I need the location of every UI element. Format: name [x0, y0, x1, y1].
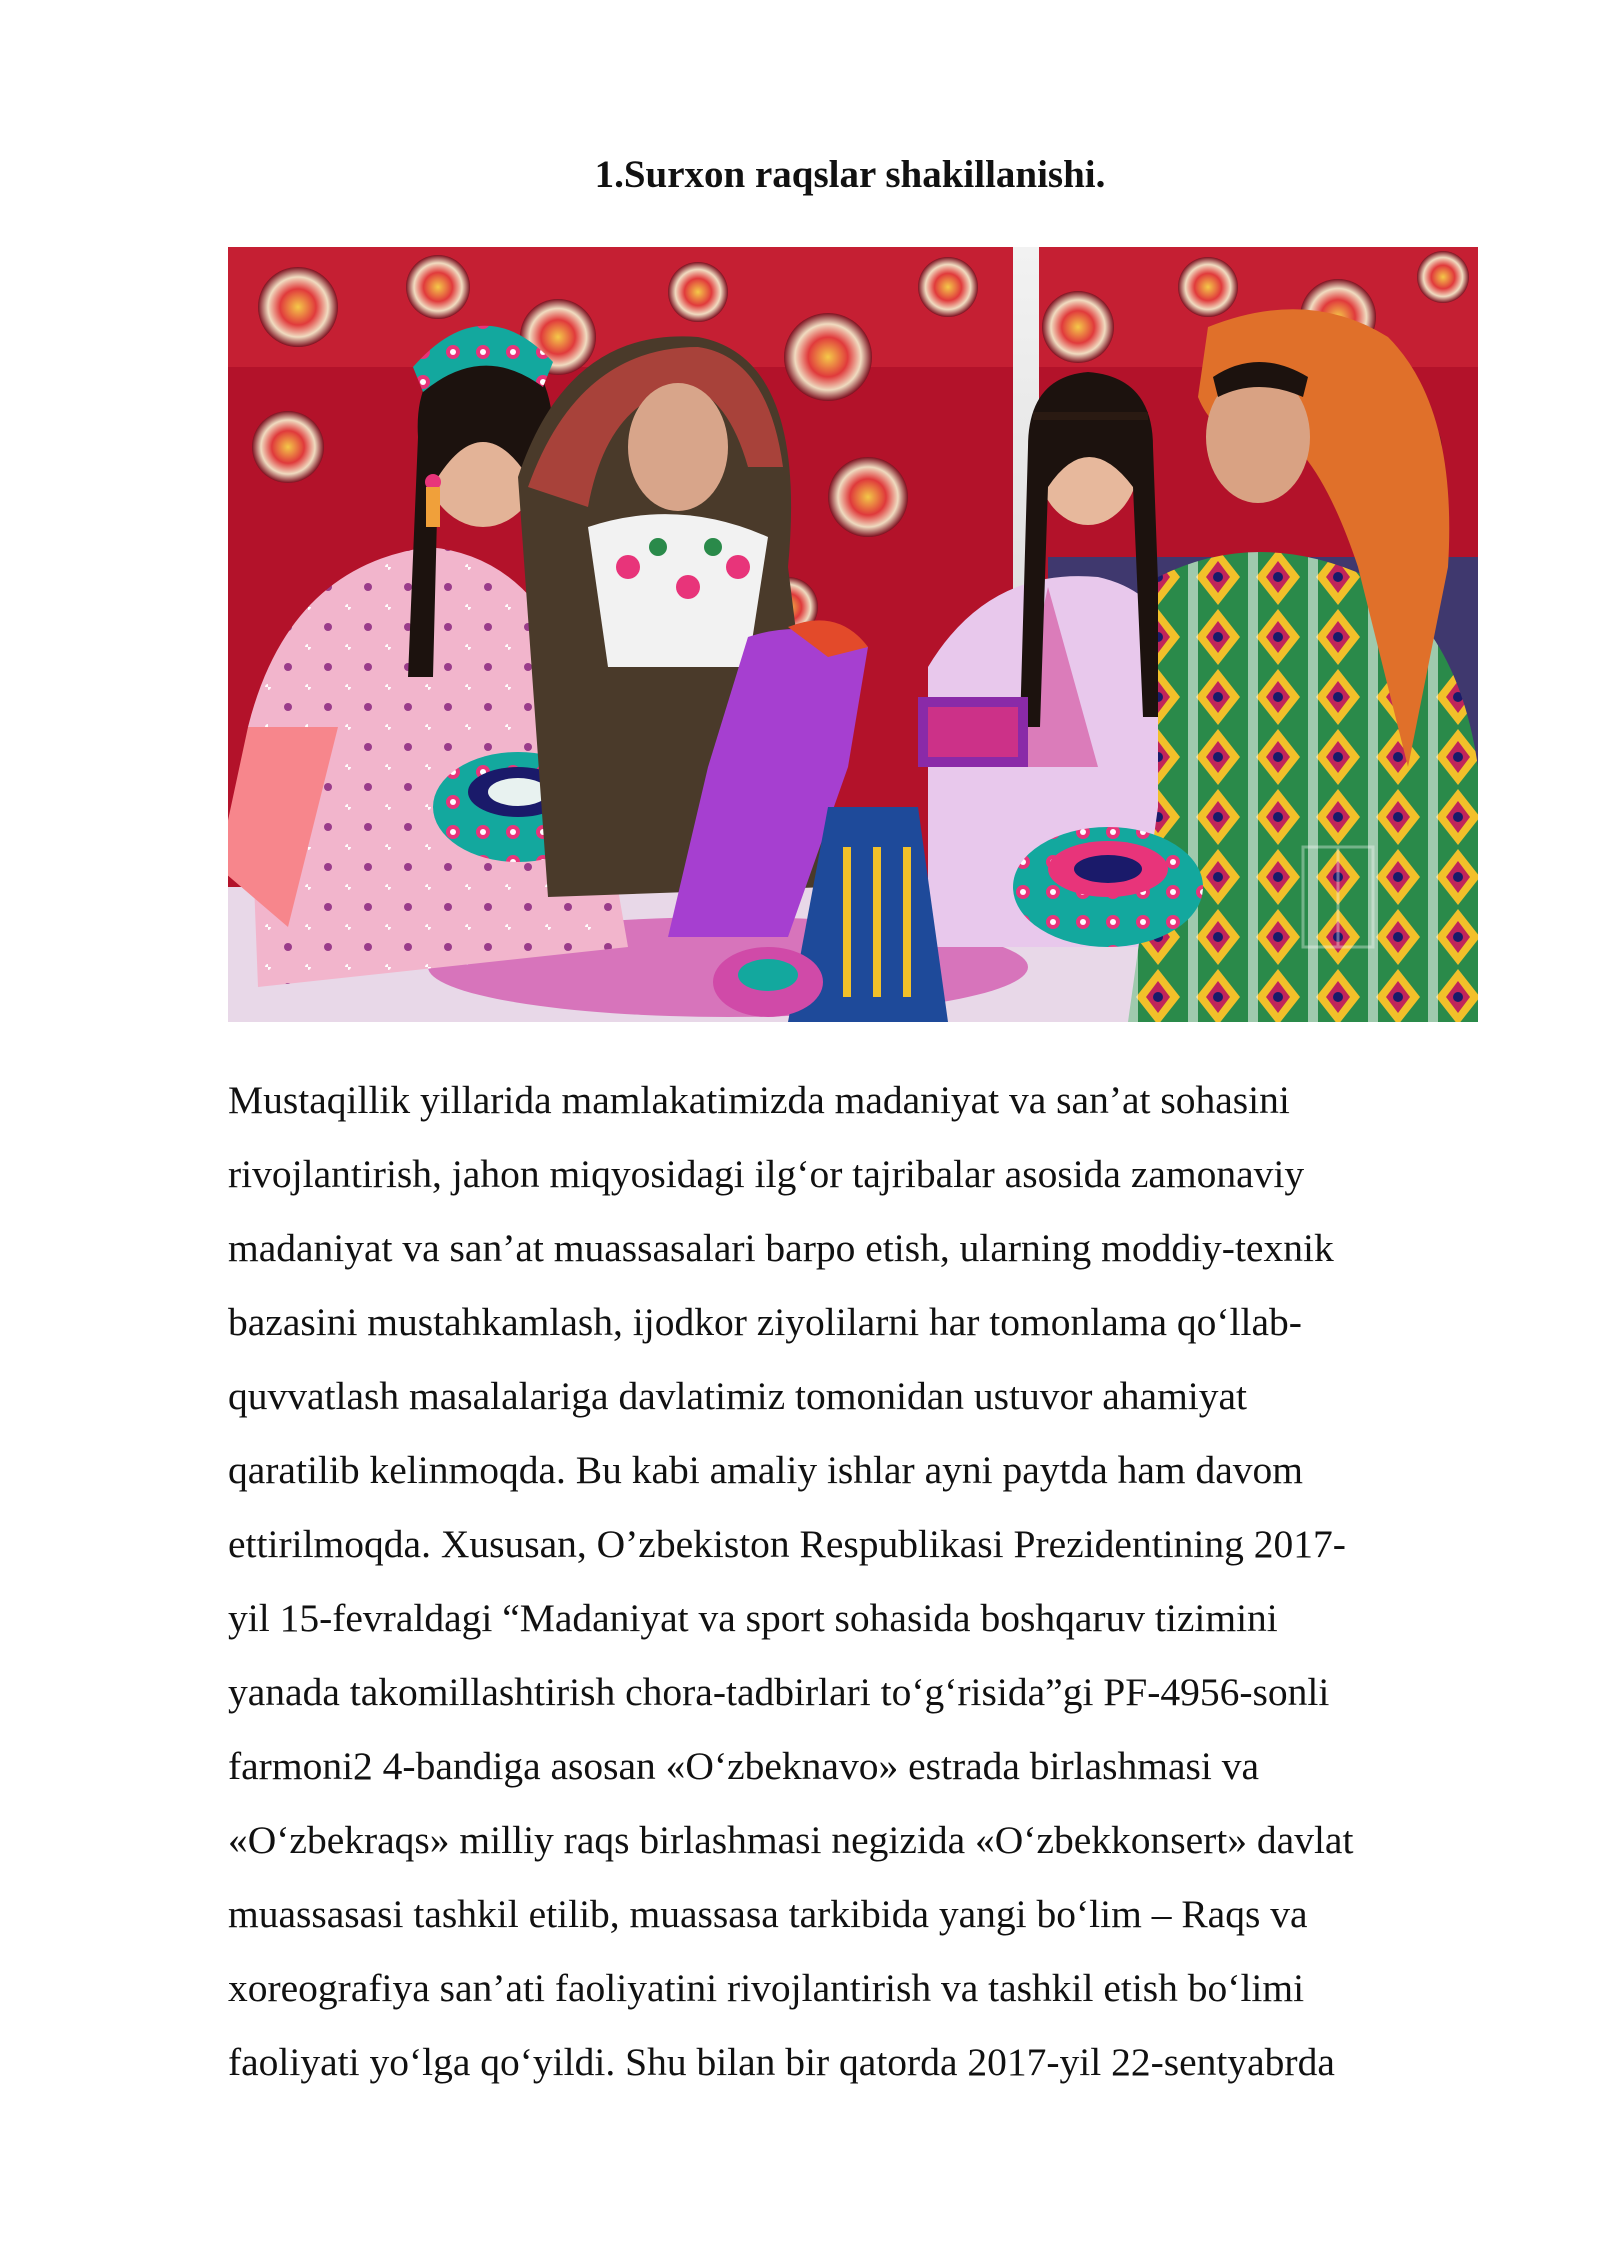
- text-line: yanada takomillashtirish chora-tadbirlari to‘g‘risida”gi PF-4956-sonli: [228, 1670, 1330, 1714]
- text-line: Mustaqillik yillarida mamlakatimizda madaniyat va san’at sohasini: [228, 1078, 1290, 1122]
- text-line: «O‘zbekraqs» milliy raqs birlashmasi negizida «O‘zbekkonsert» davlat: [228, 1818, 1354, 1862]
- body-paragraph: [228, 1063, 1478, 2099]
- text-line: farmoni2 4-bandiga asosan «O‘zbeknavo» estrada birlashmasi va: [228, 1744, 1260, 1788]
- section-title: 1.Surxon raqslar shakillanishi.: [594, 153, 1106, 196]
- photo-women-traditional-dress: [228, 247, 1478, 1022]
- text-line: faoliyati yo‘lga qo‘yildi. Shu bilan bir qatorda 2017-yil 22-sentyabrda: [228, 2040, 1335, 2084]
- text-line: xoreografiya san’ati faoliyatini rivojlantirish va tashkil etish bo‘limi: [228, 1966, 1305, 2010]
- text-line: ettirilmoqda. Xususan, O’zbekiston Respublikasi Prezidentining 2017-: [228, 1522, 1346, 1566]
- text-line: madaniyat va san’at muassasalari barpo etish, ularning moddiy-texnik: [228, 1226, 1334, 1270]
- text-line: yil 15-fevraldagi “Madaniyat va sport sohasida boshqaruv tizimini: [228, 1596, 1278, 1640]
- text-line: rivojlantirish, jahon miqyosidagi ilg‘or tajribalar asosida zamonaviy: [228, 1152, 1305, 1196]
- photo-illustration: [228, 247, 1478, 1022]
- text-line: quvvatlash masalalariga davlatimiz tomonidan ustuvor ahamiyat: [228, 1374, 1248, 1418]
- text-line: muassasasi tashkil etilib, muassasa tarkibida yangi bo‘lim – Raqs va: [228, 1892, 1308, 1936]
- text-line: bazasini mustahkamlash, ijodkor ziyolilarni har tomonlama qo‘llab-: [228, 1300, 1302, 1344]
- text-line: qaratilib kelinmoqda. Bu kabi amaliy ishlar ayni paytda ham davom: [228, 1448, 1304, 1492]
